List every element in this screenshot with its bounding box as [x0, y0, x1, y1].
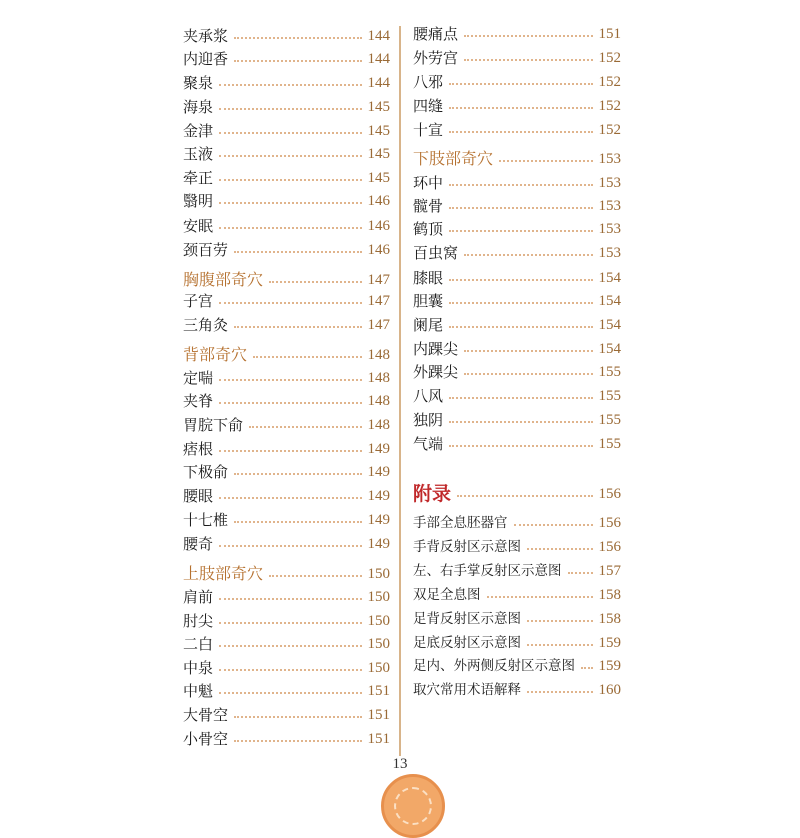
- toc-section-title: 上肢部奇穴: [183, 564, 264, 583]
- leader-dots: [499, 160, 592, 162]
- leader-dots: [527, 548, 593, 550]
- toc-entry-page: 157: [598, 563, 621, 579]
- toc-section-title: 下肢部奇穴: [413, 149, 494, 168]
- toc-entry-page: 146: [367, 193, 390, 209]
- toc-entry-page: 145: [367, 99, 390, 115]
- toc-entry-title: 颈百劳: [183, 241, 229, 259]
- toc-entry: [183, 679, 390, 703]
- toc-entry-page: 145: [367, 170, 390, 186]
- toc-entry-title: 大骨空: [183, 706, 229, 724]
- toc-entry-page: 160: [598, 682, 621, 698]
- toc-entry-page: 156: [598, 486, 621, 502]
- leader-dots: [449, 230, 592, 232]
- leader-dots: [219, 669, 361, 671]
- toc-entry: [183, 413, 390, 437]
- toc-entry-page: 147: [367, 272, 390, 288]
- toc-entry-title: 手背反射区示意图: [413, 539, 521, 555]
- toc-entry-title: 定喘: [183, 369, 214, 387]
- toc-entry: [413, 535, 621, 559]
- toc-entry-title: 十宣: [413, 121, 444, 139]
- toc-entry: [413, 194, 621, 218]
- toc-entry: [183, 238, 390, 262]
- toc-entry-page: 155: [598, 388, 621, 404]
- leader-dots: [234, 521, 361, 523]
- toc-entry-title: 小骨空: [183, 730, 229, 748]
- toc-entry-title: 百虫窝: [413, 244, 459, 262]
- toc-entry-page: 155: [598, 364, 621, 380]
- column-divider: [399, 26, 401, 756]
- leader-dots: [527, 691, 593, 693]
- toc-entry-page: 151: [367, 707, 390, 723]
- emblem-ring: [394, 787, 432, 825]
- toc-entry-title: 鹤顶: [413, 220, 444, 238]
- toc-entry-title: 八风: [413, 387, 444, 405]
- toc-entry: [183, 562, 390, 586]
- toc-entry-title: 夹脊: [183, 392, 214, 410]
- toc-entry-title: 二白: [183, 635, 214, 653]
- leader-dots: [219, 622, 361, 624]
- toc-entry-page: 144: [367, 75, 390, 91]
- toc-entry-title: 夹承浆: [183, 27, 229, 45]
- leader-dots: [219, 84, 361, 86]
- toc-entry: [413, 241, 621, 265]
- toc-entry-title: 内踝尖: [413, 340, 459, 358]
- leader-dots: [449, 131, 592, 133]
- toc-entry: [413, 631, 621, 655]
- leader-dots: [234, 716, 361, 718]
- toc-entry: [183, 166, 390, 190]
- toc-entry: [183, 656, 390, 680]
- toc-entry: [413, 337, 621, 361]
- toc-entry: [183, 632, 390, 656]
- toc-entry-page: 152: [598, 50, 621, 66]
- toc-entry-page: 151: [367, 731, 390, 747]
- toc-entry: [413, 217, 621, 241]
- toc-entry-page: 146: [367, 242, 390, 258]
- toc-entry: [183, 703, 390, 727]
- toc-entry: [413, 147, 621, 171]
- toc-entry: [183, 460, 390, 484]
- toc-entry: [413, 94, 621, 118]
- toc-entry-title: 足背反射区示意图: [413, 611, 521, 627]
- toc-entry-title: 内迎香: [183, 50, 229, 68]
- toc-entry-page: 153: [598, 221, 621, 237]
- toc-entry-title: 外踝尖: [413, 363, 459, 381]
- leader-dots: [219, 450, 361, 452]
- toc-entry-page: 159: [598, 658, 621, 674]
- page-number: 13: [392, 756, 408, 772]
- toc-entry: [183, 313, 390, 337]
- toc-entry-page: 144: [367, 28, 390, 44]
- toc-entry-page: 153: [598, 245, 621, 261]
- toc-entry: [413, 360, 621, 384]
- leader-dots: [219, 132, 361, 134]
- toc-entry-title: 足底反射区示意图: [413, 635, 521, 651]
- toc-entry: [183, 71, 390, 95]
- leader-dots: [464, 59, 592, 61]
- toc-entry-page: 153: [598, 151, 621, 167]
- leader-dots: [449, 184, 592, 186]
- toc-entry-page: 158: [598, 587, 621, 603]
- toc-entry-page: 153: [598, 198, 621, 214]
- toc-entry: [183, 119, 390, 143]
- toc-entry-title: 下极俞: [183, 463, 229, 481]
- toc-entry-page: 149: [367, 512, 390, 528]
- toc-entry: [413, 22, 621, 46]
- toc-entry: [183, 189, 390, 213]
- toc-entry-title: 环中: [413, 174, 444, 192]
- toc-entry-page: 146: [367, 218, 390, 234]
- leader-dots: [219, 497, 361, 499]
- toc-entry-page: 151: [367, 683, 390, 699]
- leader-dots: [234, 37, 361, 39]
- toc-entry: [183, 214, 390, 238]
- toc-entry-page: 156: [598, 539, 621, 555]
- toc-entry-page: 148: [367, 347, 390, 363]
- toc-entry: [413, 559, 621, 583]
- decorative-emblem-icon: [381, 774, 445, 838]
- toc-entry-page: 154: [598, 341, 621, 357]
- leader-dots: [234, 740, 361, 742]
- toc-entry-title: 金津: [183, 122, 214, 140]
- leader-dots: [269, 281, 361, 283]
- leader-dots: [449, 302, 592, 304]
- leader-dots: [219, 302, 361, 304]
- leader-dots: [449, 207, 592, 209]
- toc-entry-title: 髋骨: [413, 197, 444, 215]
- toc-entry-page: 155: [598, 436, 621, 452]
- toc-entry-page: 150: [367, 566, 390, 582]
- leader-dots: [581, 667, 593, 669]
- toc-section-title: 附录: [413, 483, 452, 505]
- toc-entry-page: 151: [598, 26, 621, 42]
- toc-entry-page: 149: [367, 488, 390, 504]
- toc-entry-title: 四缝: [413, 97, 444, 115]
- toc-entry: [413, 432, 621, 456]
- leader-dots: [514, 524, 593, 526]
- toc-entry-title: 翳明: [183, 192, 214, 210]
- leader-dots: [234, 473, 361, 475]
- toc-entry-page: 145: [367, 146, 390, 162]
- toc-entry-title: 气端: [413, 435, 444, 453]
- toc-entry-page: 152: [598, 122, 621, 138]
- toc-entry-page: 156: [598, 515, 621, 531]
- leader-dots: [219, 108, 361, 110]
- toc-entry: [183, 389, 390, 413]
- toc-entry-title: 聚泉: [183, 74, 214, 92]
- toc-entry: [413, 511, 621, 535]
- toc-entry: [183, 142, 390, 166]
- leader-dots: [219, 202, 361, 204]
- toc-entry-title: 外劳宫: [413, 49, 459, 67]
- leader-dots: [219, 692, 361, 694]
- toc-entry-page: 148: [367, 417, 390, 433]
- leader-dots: [253, 356, 361, 358]
- toc-entry: [413, 118, 621, 142]
- leader-dots: [219, 179, 361, 181]
- leader-dots: [568, 572, 593, 574]
- toc-entry-page: 154: [598, 317, 621, 333]
- toc-entry-page: 150: [367, 613, 390, 629]
- toc-entry: [413, 70, 621, 94]
- toc-entry-title: 中魁: [183, 682, 214, 700]
- leader-dots: [527, 644, 593, 646]
- toc-entry-title: 取穴常用术语解释: [413, 682, 521, 698]
- toc-entry-page: 144: [367, 51, 390, 67]
- toc-entry: [413, 384, 621, 408]
- leader-dots: [269, 575, 361, 577]
- toc-entry-page: 158: [598, 611, 621, 627]
- toc-entry-title: 左、右手掌反射区示意图: [413, 563, 562, 579]
- leader-dots: [219, 645, 361, 647]
- toc-entry-page: 147: [367, 293, 390, 309]
- toc-entry-title: 十七椎: [183, 511, 229, 529]
- leader-dots: [464, 373, 592, 375]
- toc-entry: [413, 266, 621, 290]
- toc-entry: [413, 482, 621, 506]
- toc-entry-title: 足内、外两侧反射区示意图: [413, 658, 575, 674]
- toc-entry-title: 八邪: [413, 73, 444, 91]
- leader-dots: [449, 326, 592, 328]
- toc-entry-title: 三角灸: [183, 316, 229, 334]
- toc-entry: [413, 607, 621, 631]
- toc-entry-title: 腰奇: [183, 535, 214, 553]
- toc-entry: [413, 654, 621, 678]
- toc-entry-title: 安眠: [183, 217, 214, 235]
- toc-entry-title: 痞根: [183, 440, 214, 458]
- toc-entry: [413, 583, 621, 607]
- toc-entry-title: 胃脘下俞: [183, 416, 244, 434]
- toc-section-title: 背部奇穴: [183, 345, 248, 364]
- toc-entry: [183, 609, 390, 633]
- toc-entry: [183, 727, 390, 751]
- toc-entry-page: 150: [367, 589, 390, 605]
- toc-entry-title: 玉液: [183, 145, 214, 163]
- toc-entry-page: 148: [367, 393, 390, 409]
- toc-entry-title: 独阴: [413, 411, 444, 429]
- leader-dots: [234, 251, 361, 253]
- toc-entry-page: 154: [598, 293, 621, 309]
- toc-entry: [413, 678, 621, 702]
- leader-dots: [464, 350, 592, 352]
- toc-entry-title: 肩前: [183, 588, 214, 606]
- toc-entry-title: 腰痛点: [413, 25, 459, 43]
- leader-dots: [457, 495, 592, 497]
- toc-entry: [183, 289, 390, 313]
- toc-entry-page: 150: [367, 636, 390, 652]
- leader-dots: [449, 397, 592, 399]
- toc-entry-title: 双足全息图: [413, 587, 481, 603]
- toc-entry-page: 149: [367, 464, 390, 480]
- toc-entry-page: 149: [367, 441, 390, 457]
- leader-dots: [464, 254, 592, 256]
- toc-entry-title: 腰眼: [183, 487, 214, 505]
- toc-entry-title: 牵正: [183, 169, 214, 187]
- toc-entry-title: 膝眼: [413, 269, 444, 287]
- leader-dots: [449, 445, 592, 447]
- leader-dots: [219, 227, 361, 229]
- toc-entry: [413, 46, 621, 70]
- toc-entry: [183, 47, 390, 71]
- toc-entry-page: 154: [598, 270, 621, 286]
- toc-entry-page: 145: [367, 123, 390, 139]
- toc-entry: [183, 366, 390, 390]
- toc-entry: [413, 289, 621, 313]
- toc-entry-page: 150: [367, 660, 390, 676]
- toc-entry: [183, 532, 390, 556]
- toc-entry: [183, 508, 390, 532]
- toc-entry-page: 152: [598, 98, 621, 114]
- toc-entry: [183, 484, 390, 508]
- toc-entry: [413, 171, 621, 195]
- toc-entry: [183, 24, 390, 48]
- toc-entry-title: 手部全息胚器官: [413, 515, 508, 531]
- toc-entry: [413, 313, 621, 337]
- toc-entry-page: 159: [598, 635, 621, 651]
- leader-dots: [449, 107, 592, 109]
- toc-entry: [183, 95, 390, 119]
- toc-entry-title: 肘尖: [183, 612, 214, 630]
- leader-dots: [219, 402, 361, 404]
- toc-entry-page: 149: [367, 536, 390, 552]
- toc-entry-page: 147: [367, 317, 390, 333]
- toc-entry-page: 155: [598, 412, 621, 428]
- toc-entry-title: 子宫: [183, 292, 214, 310]
- toc-entry-title: 中泉: [183, 659, 214, 677]
- leader-dots: [527, 620, 593, 622]
- leader-dots: [219, 598, 361, 600]
- leader-dots: [449, 421, 592, 423]
- leader-dots: [449, 279, 592, 281]
- leader-dots: [234, 326, 361, 328]
- leader-dots: [449, 83, 592, 85]
- toc-entry: [413, 408, 621, 432]
- leader-dots: [219, 379, 361, 381]
- leader-dots: [249, 426, 361, 428]
- toc-entry-title: 胆囊: [413, 292, 444, 310]
- toc-entry-title: 海泉: [183, 98, 214, 116]
- toc-entry: [183, 437, 390, 461]
- toc-entry-title: 阑尾: [413, 316, 444, 334]
- toc-entry-page: 152: [598, 74, 621, 90]
- leader-dots: [487, 596, 593, 598]
- toc-entry-page: 148: [367, 370, 390, 386]
- toc-section-title: 胸腹部奇穴: [183, 270, 264, 289]
- leader-dots: [219, 545, 361, 547]
- leader-dots: [464, 35, 592, 37]
- toc-entry-page: 153: [598, 175, 621, 191]
- leader-dots: [219, 155, 361, 157]
- leader-dots: [234, 60, 361, 62]
- toc-entry: [183, 343, 390, 367]
- toc-entry: [183, 585, 390, 609]
